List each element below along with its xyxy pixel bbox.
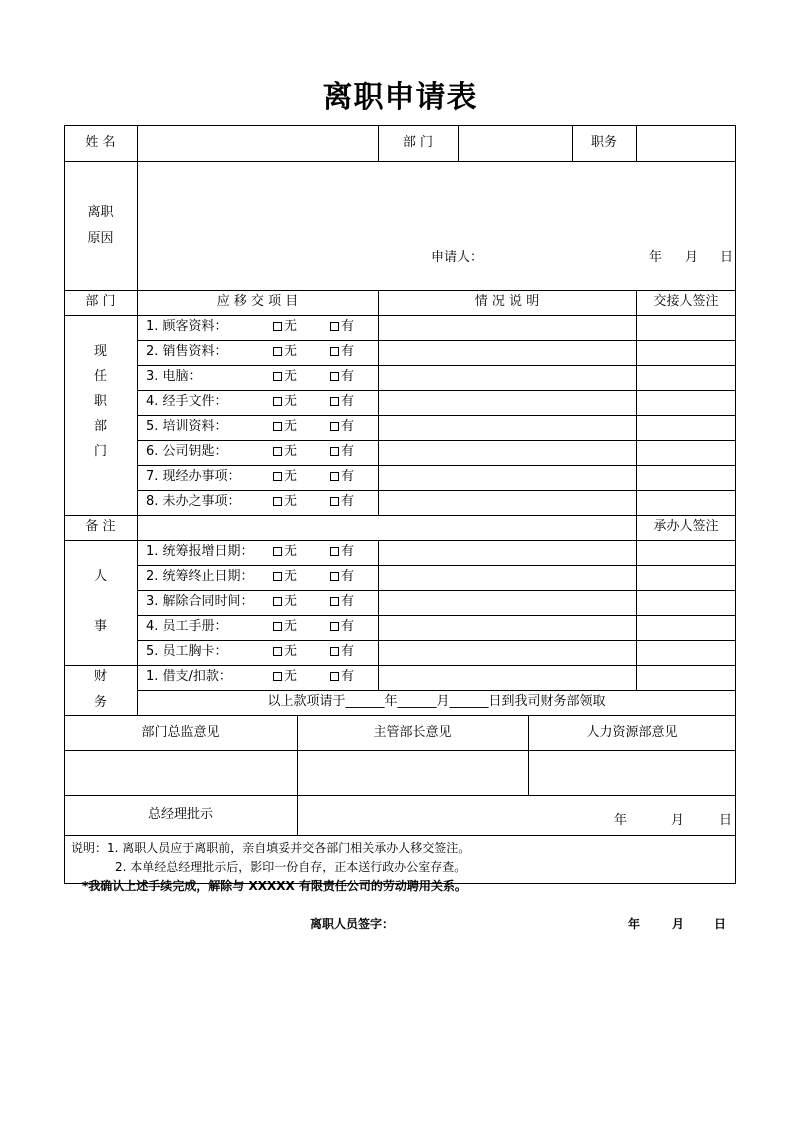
signature-date-day: 日: [714, 917, 727, 931]
checkbox-icon: [330, 572, 339, 581]
col-status-heading: 情 况 说 明: [474, 294, 540, 309]
option-none[interactable]: 无: [273, 319, 297, 335]
option-none[interactable]: 无: [273, 494, 297, 510]
current-dept-label-char: 现: [93, 344, 107, 359]
finance-item-label: 1. 借支/扣款：: [146, 669, 232, 684]
checkbox-icon: [330, 347, 339, 356]
signature-date-year: 年: [628, 917, 641, 931]
gm-date-day: 日: [719, 813, 733, 828]
note-line-2: 2. 本单经总经理批示后，影印一份自存，正本送行政办公室存查。: [115, 860, 467, 874]
hr-dept-opinion-label: 人力资源部意见: [586, 725, 678, 740]
resignee-signature-field[interactable]: [400, 910, 610, 932]
checkbox-icon: [330, 397, 339, 406]
resignation-form-table: [64, 125, 736, 885]
checkbox-icon: [330, 422, 339, 431]
option-none[interactable]: 无: [273, 594, 297, 610]
handover-item-label: 1. 顾客资料：: [146, 319, 228, 334]
checkbox-icon: [273, 372, 282, 381]
checkbox-icon: [330, 447, 339, 456]
supervisor-opinion-label: 主管部长意见: [373, 725, 452, 740]
option-yes[interactable]: 有: [330, 544, 354, 560]
handover-item-label: 3. 电脑：: [146, 369, 202, 384]
checkbox-icon: [273, 472, 282, 481]
option-yes[interactable]: 有: [330, 644, 354, 660]
checkbox-icon: [273, 497, 282, 506]
hr-label-char: 人: [93, 569, 107, 584]
handover-item-label: 8. 未办之事项：: [146, 494, 241, 509]
checkbox-icon: [330, 472, 339, 481]
dept-label: 部 门: [402, 135, 434, 150]
dept-director-opinion-label: 部门总监意见: [141, 725, 220, 740]
name-field[interactable]: [138, 126, 378, 161]
hr-item-label: 3. 解除合同时间：: [146, 594, 254, 609]
option-none[interactable]: 无: [273, 419, 297, 435]
option-yes[interactable]: 有: [330, 319, 354, 335]
gm-approval-label: 总经理批示: [147, 807, 213, 822]
current-dept-label-char: 部: [93, 419, 107, 434]
current-dept-label-char: 任: [93, 369, 107, 384]
option-yes[interactable]: 有: [330, 344, 354, 360]
option-none[interactable]: 无: [273, 469, 297, 485]
handover-item-label: 6. 公司钥匙：: [146, 444, 228, 459]
checkbox-icon: [330, 372, 339, 381]
option-none[interactable]: 无: [273, 619, 297, 635]
hr-item-label: 2. 统筹终止日期：: [146, 569, 254, 584]
checkbox-icon: [330, 647, 339, 656]
signature-date-month: 月: [672, 917, 685, 931]
col-handover-sign-heading: 交接人签注: [653, 294, 719, 309]
gm-date-month: 月: [671, 813, 685, 828]
checkbox-icon: [273, 647, 282, 656]
checkbox-icon: [273, 347, 282, 356]
handover-item-label: 7. 现经办事项：: [146, 469, 241, 484]
option-yes[interactable]: 有: [330, 669, 354, 685]
reason-field[interactable]: [138, 162, 735, 252]
reason-label-line2: 原因: [87, 231, 114, 246]
hr-item-label: 4. 员工手册：: [146, 619, 228, 634]
name-label: 姓 名: [85, 135, 116, 150]
reason-date-year: 年: [649, 250, 663, 265]
option-none[interactable]: 无: [273, 544, 297, 560]
dept-director-opinion-field[interactable]: [65, 751, 297, 795]
checkbox-icon: [273, 422, 282, 431]
checkbox-icon: [273, 622, 282, 631]
handover-item-label: 4. 经手文件：: [146, 394, 228, 409]
reason-date-month: 月: [685, 250, 699, 265]
reason-label-line1: 离职: [87, 205, 114, 220]
position-field[interactable]: [637, 126, 735, 161]
gm-approval-field[interactable]: [298, 796, 735, 835]
option-none[interactable]: 无: [273, 569, 297, 585]
checkbox-icon: [330, 547, 339, 556]
option-none[interactable]: 无: [273, 369, 297, 385]
supervisor-opinion-field[interactable]: [298, 751, 528, 795]
checkbox-icon: [273, 322, 282, 331]
finance-label-char: 务: [93, 695, 107, 710]
handover-item-label: 5. 培训资料：: [146, 419, 228, 434]
applicant-label: 申请人：: [431, 250, 484, 265]
checkbox-icon: [273, 672, 282, 681]
option-yes[interactable]: 有: [330, 419, 354, 435]
option-yes[interactable]: 有: [330, 444, 354, 460]
remarks-label: 备 注: [85, 519, 116, 534]
current-dept-label-char: 门: [93, 444, 107, 459]
dept-field[interactable]: [459, 126, 572, 161]
hr-label-char: 事: [93, 619, 107, 634]
option-none[interactable]: 无: [273, 644, 297, 660]
checkbox-icon: [330, 622, 339, 631]
form-title: 离职申请表: [322, 80, 478, 115]
option-yes[interactable]: 有: [330, 594, 354, 610]
reason-date-day: 日: [720, 250, 734, 265]
option-yes[interactable]: 有: [330, 494, 354, 510]
checkbox-icon: [330, 597, 339, 606]
gm-date-year: 年: [614, 813, 628, 828]
checkbox-icon: [273, 547, 282, 556]
resignee-signature-label: 离职人员签字：: [310, 917, 395, 931]
option-yes[interactable]: 有: [330, 619, 354, 635]
option-none[interactable]: 无: [273, 394, 297, 410]
checkbox-icon: [330, 672, 339, 681]
checkbox-icon: [330, 322, 339, 331]
option-yes[interactable]: 有: [330, 394, 354, 410]
hr-dept-opinion-field[interactable]: [529, 751, 735, 795]
option-yes[interactable]: 有: [330, 369, 354, 385]
finance-collect-text: 以上款项请于______年______月______日到我司财务部领取: [267, 694, 606, 709]
checkbox-icon: [273, 572, 282, 581]
checkbox-icon: [273, 447, 282, 456]
hr-item-label: 5. 员工胸卡：: [146, 644, 228, 659]
handover-item-label: 2. 销售资料：: [146, 344, 228, 359]
option-none[interactable]: 无: [273, 444, 297, 460]
option-yes[interactable]: 有: [330, 569, 354, 585]
checkbox-icon: [330, 497, 339, 506]
col-items-heading: 应 移 交 项 目: [216, 294, 299, 309]
option-none[interactable]: 无: [273, 344, 297, 360]
checkbox-icon: [273, 597, 282, 606]
current-dept-label-char: 职: [93, 394, 107, 409]
finance-label-char: 财: [93, 669, 107, 684]
col-dept-heading: 部 门: [85, 294, 116, 309]
position-label: 职务: [590, 135, 617, 150]
confirmation-statement: *我确认上述手续完成，解除与 XXXXX 有限责任公司的劳动聘用关系。: [82, 879, 467, 893]
checkbox-icon: [273, 397, 282, 406]
option-none[interactable]: 无: [273, 669, 297, 685]
handler-sign-label: 承办人签注: [653, 519, 719, 534]
remarks-field[interactable]: [138, 516, 636, 540]
note-line-1: 说明：1. 离职人员应于离职前，亲自填妥并交各部门相关承办人移交签注。: [71, 841, 471, 855]
hr-item-label: 1. 统筹报增日期：: [146, 544, 254, 559]
option-yes[interactable]: 有: [330, 469, 354, 485]
